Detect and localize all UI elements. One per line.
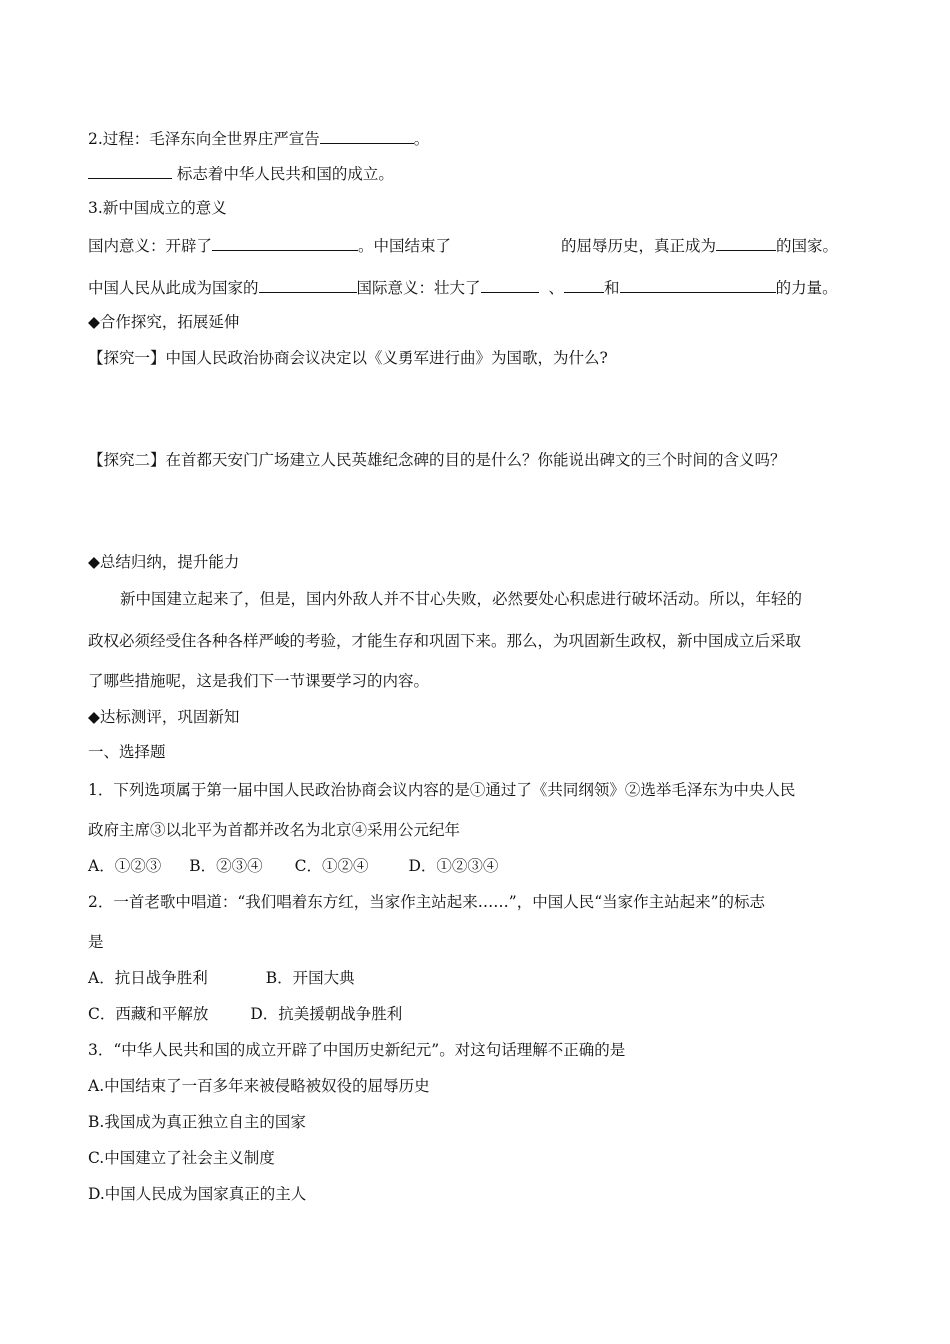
domestic-significance-line: [88, 234, 838, 256]
option-c: C．①②④: [294, 857, 369, 875]
section-heading: 一、选择题: [88, 743, 166, 761]
answer-blank: [212, 234, 358, 251]
question-3-option-d: D.中国人民成为国家真正的主人: [88, 1185, 307, 1203]
intl-sep-1: 、: [548, 279, 565, 297]
question-2-stem-line-2: 是: [88, 933, 104, 951]
process-text: 2.过程：毛泽东向全世界庄严宣告: [88, 130, 320, 148]
option-a: A．抗日战争胜利: [88, 969, 208, 987]
significance-heading: 3.新中国成立的意义: [88, 199, 227, 217]
question-3-option-b: B.我国成为真正独立自主的国家: [88, 1113, 306, 1131]
answer-blank: [716, 234, 776, 251]
option-c: C．西藏和平解放: [88, 1005, 209, 1023]
process-line-2: [88, 162, 394, 184]
international-significance-line: [88, 276, 838, 298]
test-heading: ◆达标测评，巩固新知: [88, 708, 240, 726]
process-end: 。: [413, 130, 430, 148]
people-text: 中国人民从此成为国家的: [88, 279, 259, 297]
answer-blank: [320, 127, 414, 144]
question-1-options: [88, 856, 498, 876]
summary-heading: ◆总结归纳，提升能力: [88, 553, 240, 571]
summary-paragraph-line-1: 新中国建立起来了，但是，国内外敌人并不甘心失败，必然要处心积虑进行破坏活动。所以，年轻的: [120, 590, 803, 608]
answer-blank: [88, 162, 172, 179]
option-b: B．②③④: [189, 857, 263, 875]
question-1-stem-line-1: 1．下列选项属于第一届中国人民政治协商会议内容的是①通过了《共同纲领》②选举毛泽东为中央人民: [88, 781, 796, 799]
answer-blank: [481, 276, 539, 293]
answer-blank: [564, 276, 604, 293]
process-text-2: 标志着中华人民共和国的成立。: [172, 165, 394, 183]
question-1-stem-line-2: 政府主席③以北平为首都并改名为北京④采用公元纪年: [88, 821, 461, 839]
summary-paragraph-line-3: 了哪些措施呢，这是我们下一节课要学习的内容。: [88, 672, 430, 690]
question-3-option-c: C.中国建立了社会主义制度: [88, 1149, 275, 1167]
domestic-mid: 。中国结束了: [358, 237, 452, 255]
question-2-options-row-1: [88, 968, 355, 988]
question-3-option-a: A.中国结束了一百多年来被侵略被奴役的屈辱历史: [88, 1077, 430, 1095]
option-d: D．抗美援朝战争胜利: [250, 1005, 403, 1023]
question-2-options-row-2: [88, 1004, 402, 1024]
question-3-stem: 3．“中华人民共和国的成立开辟了中国历史新纪元”。对这句话理解不正确的是: [88, 1041, 626, 1059]
process-line-1: [88, 127, 429, 149]
option-b: B．开国大典: [265, 969, 355, 987]
domestic-label: 国内意义：开辟了: [88, 237, 213, 255]
intl-label: 国际意义：壮大了: [356, 279, 481, 297]
domestic-end: 的国家。: [776, 237, 839, 255]
domestic-mid-2: 的屈辱历史，真正成为: [561, 237, 717, 255]
explore-1: 【探究一】中国人民政治协商会议决定以《义勇军进行曲》为国歌，为什么?: [88, 349, 608, 367]
intl-sep-2: 和: [604, 279, 620, 297]
explore-2: 【探究二】在首都天安门广场建立人民英雄纪念碑的目的是什么？你能说出碑文的三个时间的含义吗？: [88, 451, 786, 469]
answer-blank: [620, 276, 776, 293]
question-2-stem-line-1: 2．一首老歌中唱道：“我们唱着东方红，当家作主站起来……”，中国人民“当家作主站起来”的标志: [88, 893, 766, 911]
cooperation-heading: ◆合作探究，拓展延伸: [88, 313, 240, 331]
option-a: A．①②③: [88, 857, 162, 875]
answer-blank: [259, 276, 357, 293]
option-d: D．①②③④: [408, 857, 499, 875]
intl-end: 的力量。: [775, 279, 838, 297]
summary-paragraph-line-2: 政权必须经受住各种各样严峻的考验，才能生存和巩固下来。那么，为巩固新生政权，新中国成立后采取: [88, 632, 802, 650]
